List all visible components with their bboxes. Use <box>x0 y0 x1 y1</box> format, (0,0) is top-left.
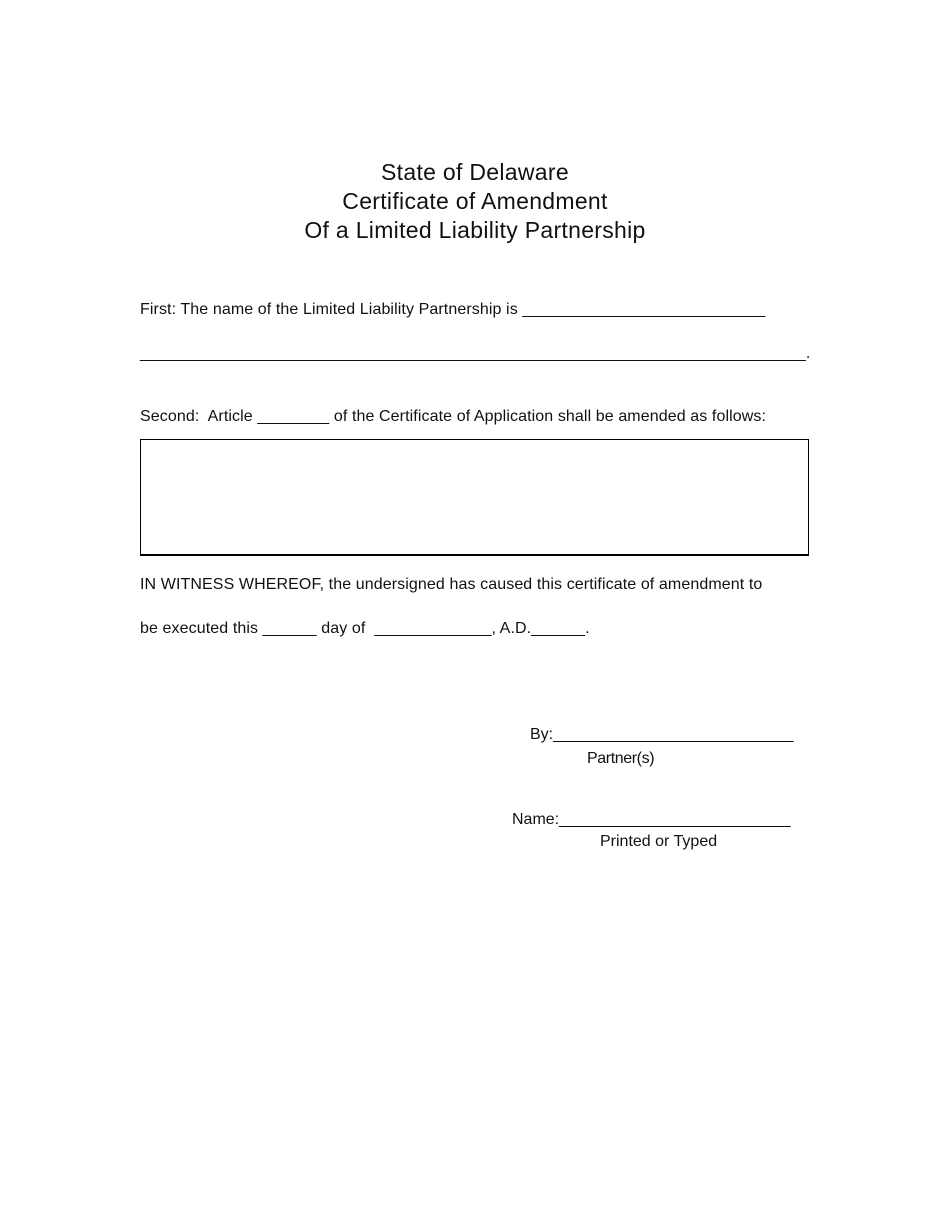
second-clause[interactable]: Second: Article ________ of the Certificate of Application shall be amended as follows: <box>140 408 767 425</box>
title-state: State of Delaware <box>381 159 569 185</box>
title-certificate: Certificate of Amendment <box>342 188 608 214</box>
signature-by-field[interactable]: By:___________________________ <box>530 726 794 743</box>
signature-partner-caption: Partner(s) <box>587 750 655 767</box>
amendment-text-box[interactable] <box>140 439 809 556</box>
signature-name-field[interactable]: Name:__________________________ <box>512 811 791 828</box>
witness-clause-line-2[interactable]: be executed this ______ day of _____________, A.D.______. <box>140 620 590 637</box>
witness-clause-line-1: IN WITNESS WHEREOF, the undersigned has caused this certificate of amendment to <box>140 576 763 593</box>
first-clause-continuation[interactable]: __________________________________________________________________________. <box>140 345 811 362</box>
signature-printed-caption: Printed or Typed <box>600 833 718 850</box>
document-title <box>0 158 950 245</box>
first-clause[interactable]: First: The name of the Limited Liability Partnership is ___________________________ <box>140 301 766 318</box>
title-partnership: Of a Limited Liability Partnership <box>304 217 646 243</box>
